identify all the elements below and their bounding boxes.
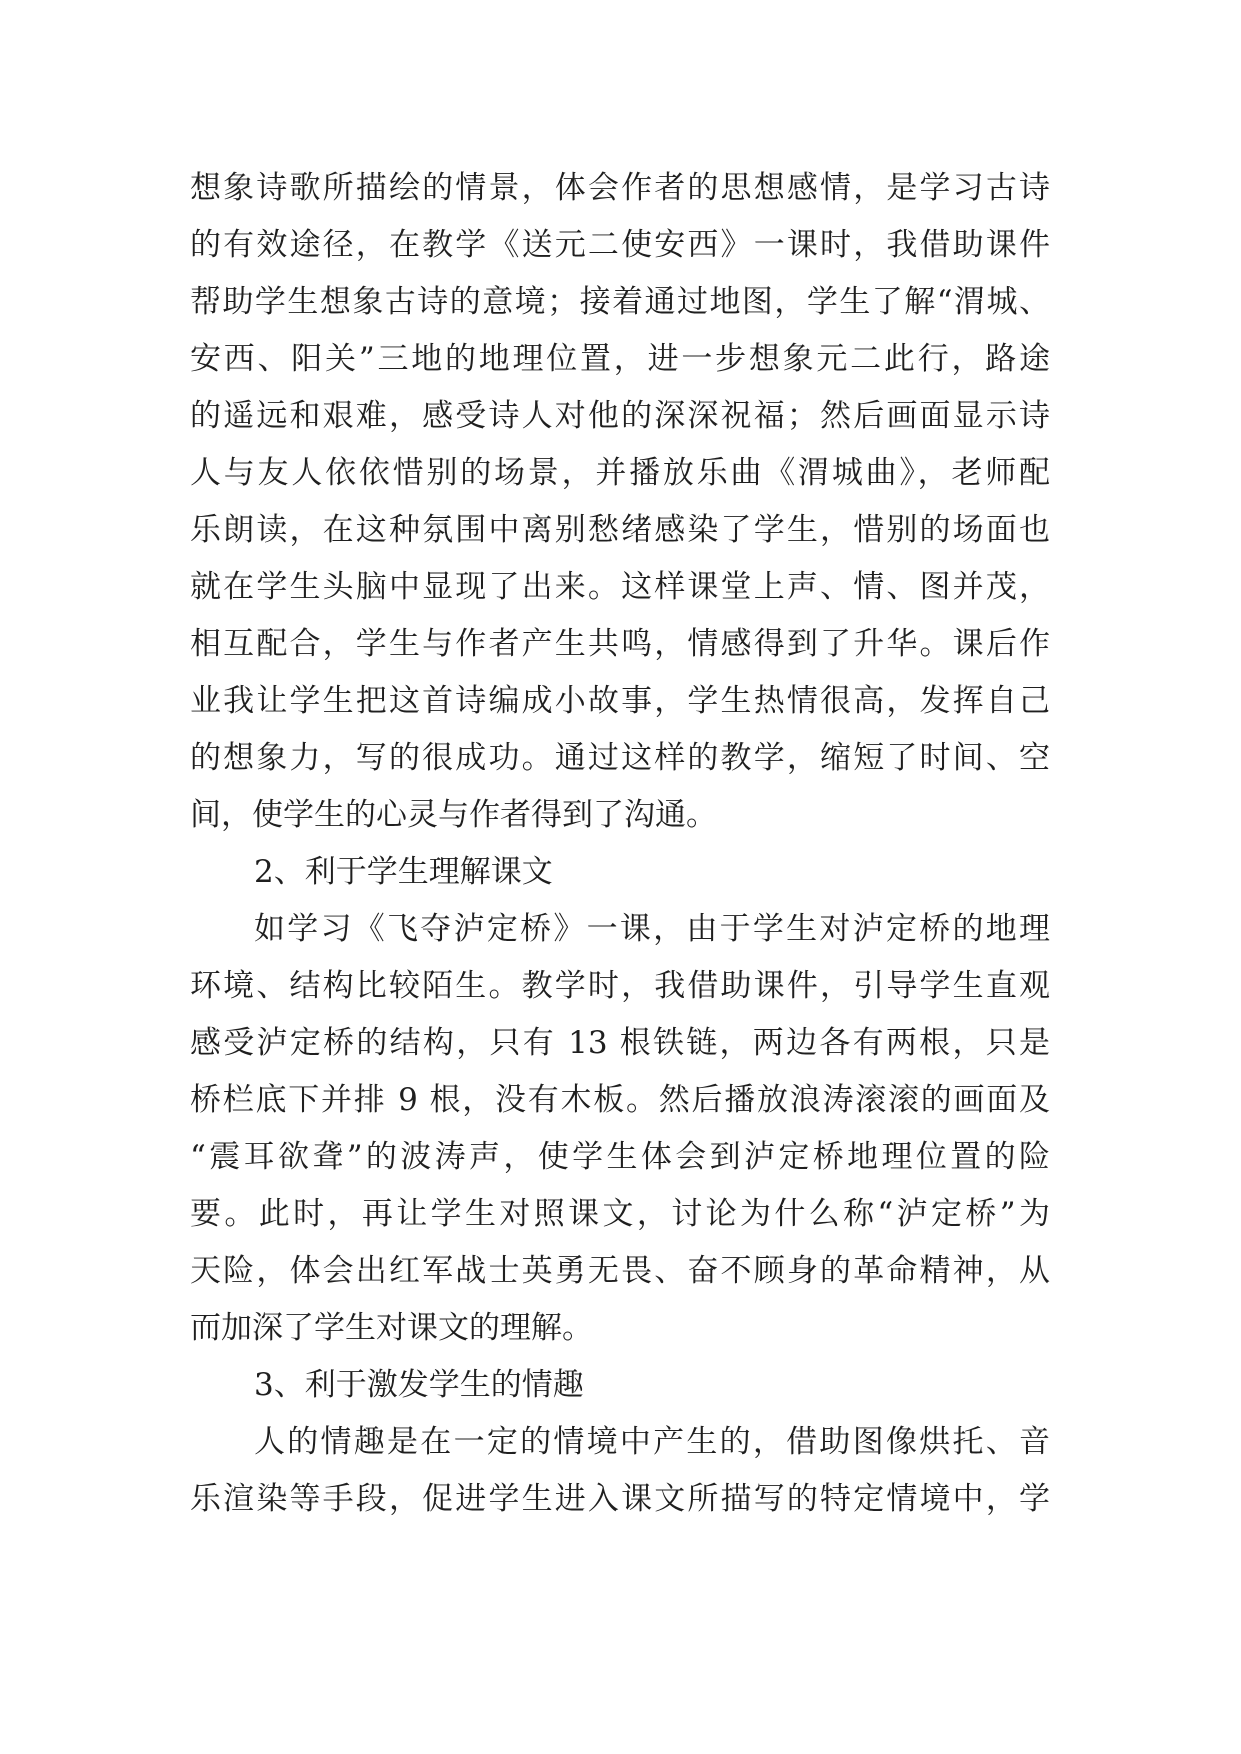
paragraph-line: 桥栏底下并排 9 根，没有木板。然后播放浪涛滚滚的画面及	[190, 1082, 1050, 1118]
paragraph-line: 间，使学生的心灵与作者得到了沟通。	[190, 797, 717, 833]
paragraph-line: “震耳欲聋”的波涛声，使学生体会到泸定桥地理位置的险	[190, 1139, 1050, 1175]
paragraph-line: 乐渲染等手段，促进学生进入课文所描写的特定情境中，学	[190, 1481, 1050, 1517]
paragraph-line: 人的情趣是在一定的情境中产生的，借助图像烘托、音	[254, 1424, 1050, 1460]
paragraph-line: 乐朗读，在这种氛围中离别愁绪感染了学生，惜别的场面也	[190, 512, 1050, 548]
paragraph-line: 想象诗歌所描绘的情景，体会作者的思想感情，是学习古诗	[190, 170, 1050, 206]
paragraph-line: 而加深了学生对课文的理解。	[190, 1310, 593, 1346]
paragraph-line: 环境、结构比较陌生。教学时，我借助课件，引导学生直观	[190, 968, 1050, 1004]
paragraph-line: 业我让学生把这首诗编成小故事，学生热情很高，发挥自己	[190, 683, 1050, 719]
paragraph-line: 的有效途径，在教学《送元二使安西》一课时，我借助课件	[190, 227, 1050, 263]
paragraph-line: 相互配合，学生与作者产生共鸣，情感得到了升华。课后作	[190, 626, 1050, 662]
paragraph-line: 如学习《飞夺泸定桥》一课，由于学生对泸定桥的地理	[254, 911, 1050, 947]
paragraph-line: 帮助学生想象古诗的意境；接着通过地图，学生了解“渭城、	[190, 284, 1050, 320]
paragraph-line: 的想象力，写的很成功。通过这样的教学，缩短了时间、空	[190, 740, 1050, 776]
section-heading: 3、利于激发学生的情趣	[254, 1367, 584, 1403]
paragraph-line: 的遥远和艰难，感受诗人对他的深深祝福；然后画面显示诗	[190, 398, 1050, 434]
paragraph-line: 感受泸定桥的结构，只有 13 根铁链，两边各有两根，只是	[190, 1025, 1050, 1061]
section-heading: 2、利于学生理解课文	[254, 854, 553, 890]
paragraph-line: 安西、阳关”三地的地理位置，进一步想象元二此行，路途	[190, 341, 1050, 377]
paragraph-line: 就在学生头脑中显现了出来。这样课堂上声、情、图并茂，	[190, 569, 1050, 605]
paragraph-line: 人与友人依依惜别的场景，并播放乐曲《渭城曲》，老师配	[190, 455, 1050, 491]
paragraph-line: 要。此时，再让学生对照课文，讨论为什么称“泸定桥”为	[190, 1196, 1050, 1232]
paragraph-line: 天险，体会出红军战士英勇无畏、奋不顾身的革命精神，从	[190, 1253, 1050, 1289]
